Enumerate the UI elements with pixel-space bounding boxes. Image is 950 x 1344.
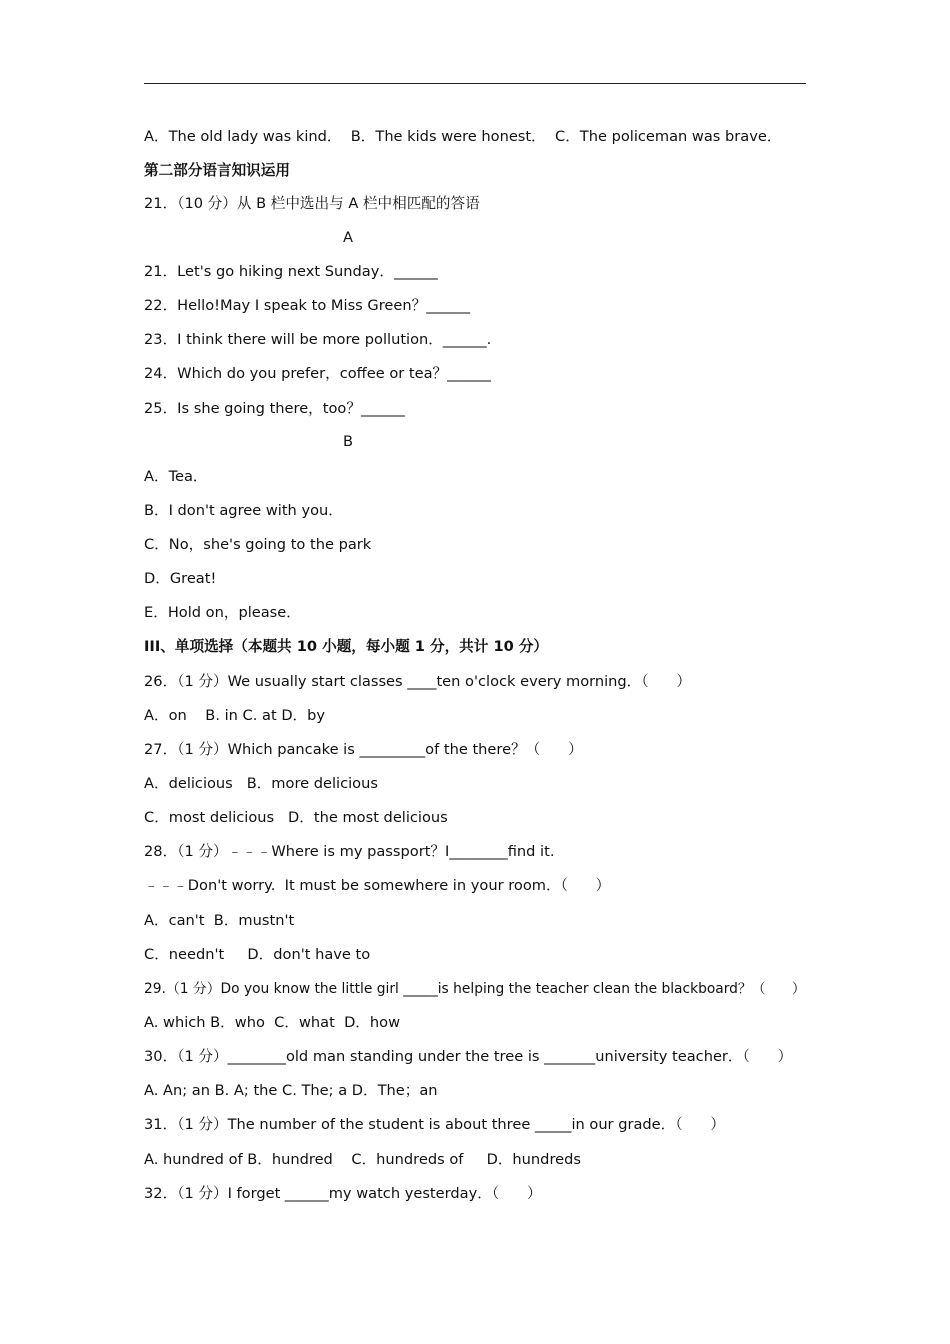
q30-options: A. An; an B. A; the C. The; a D．The；an (144, 1082, 438, 1099)
column-b-label: B (343, 433, 354, 450)
section-heading-iii: III、单项选择（本题共 10 小题，每小题 1 分，共计 10 分） (144, 638, 549, 655)
q30-stem: 30．（1 分）________old man standing under the tree is _______university teacher．（ ） (144, 1048, 793, 1065)
q28-options-1: A．can't B．mustn't (144, 912, 295, 929)
answer-e: E．Hold on，please． (144, 604, 301, 621)
q21-instruction: 21．（10 分）从 B 栏中选出与 A 栏中相匹配的答语 (144, 195, 480, 212)
q28-stem-2: ﹣﹣﹣Don't worry. It must be somewhere in your room．（ ） (144, 877, 611, 894)
q27-options-1: A．delicious B．more delicious (144, 775, 378, 792)
q20-options: A．The old lady was kind． B．The kids were honest． C．The policeman was brave． (144, 128, 782, 145)
q28-options-2: C．needn't D．don't have to (144, 946, 371, 963)
header-rule (144, 83, 806, 84)
q26-options: A．on B. in C. at D．by (144, 707, 326, 724)
answer-d: D．Great! (144, 570, 217, 587)
match-item-22: 22．Hello!May I speak to Miss Green？______ (144, 297, 470, 314)
answer-c: C．No，she's going to the park (144, 536, 372, 553)
column-a-label: A (343, 229, 353, 246)
answer-b: B．I don't agree with you． (144, 502, 343, 519)
match-item-24: 24．Which do you prefer，coffee or tea？______ (144, 365, 491, 382)
q32-stem: 32．（1 分）I forget ______my watch yesterday．（ ） (144, 1185, 542, 1202)
q31-stem: 31．（1 分）The number of the student is about three _____in our grade．（ ） (144, 1116, 725, 1133)
match-item-23: 23．I think there will be more pollution．______. (144, 331, 492, 348)
match-item-21: 21．Let's go hiking next Sunday．______ (144, 263, 438, 280)
q31-options: A. hundred of B．hundred C．hundreds of D．hundreds (144, 1151, 581, 1168)
q27-stem: 27．（1 分）Which pancake is _________of the there？（ ） (144, 741, 583, 758)
answer-a: A．Tea． (144, 468, 208, 485)
q27-options-2: C．most delicious D．the most delicious (144, 809, 448, 826)
section-heading-part2: 第二部分语言知识运用 (144, 162, 290, 179)
q29-options: A. which B．who C．what D．how (144, 1014, 401, 1031)
match-item-25: 25．Is she going there，too？______ (144, 400, 405, 417)
q26-stem: 26．（1 分）We usually start classes ____ten o'clock every morning．（ ） (144, 673, 691, 690)
q28-stem: 28．（1 分）﹣﹣﹣Where is my passport？I________find it. (144, 843, 555, 860)
q29-stem: 29.（1 分）Do you know the little girl _____is helping the teacher clean the blackboard？（ ） (144, 981, 806, 997)
